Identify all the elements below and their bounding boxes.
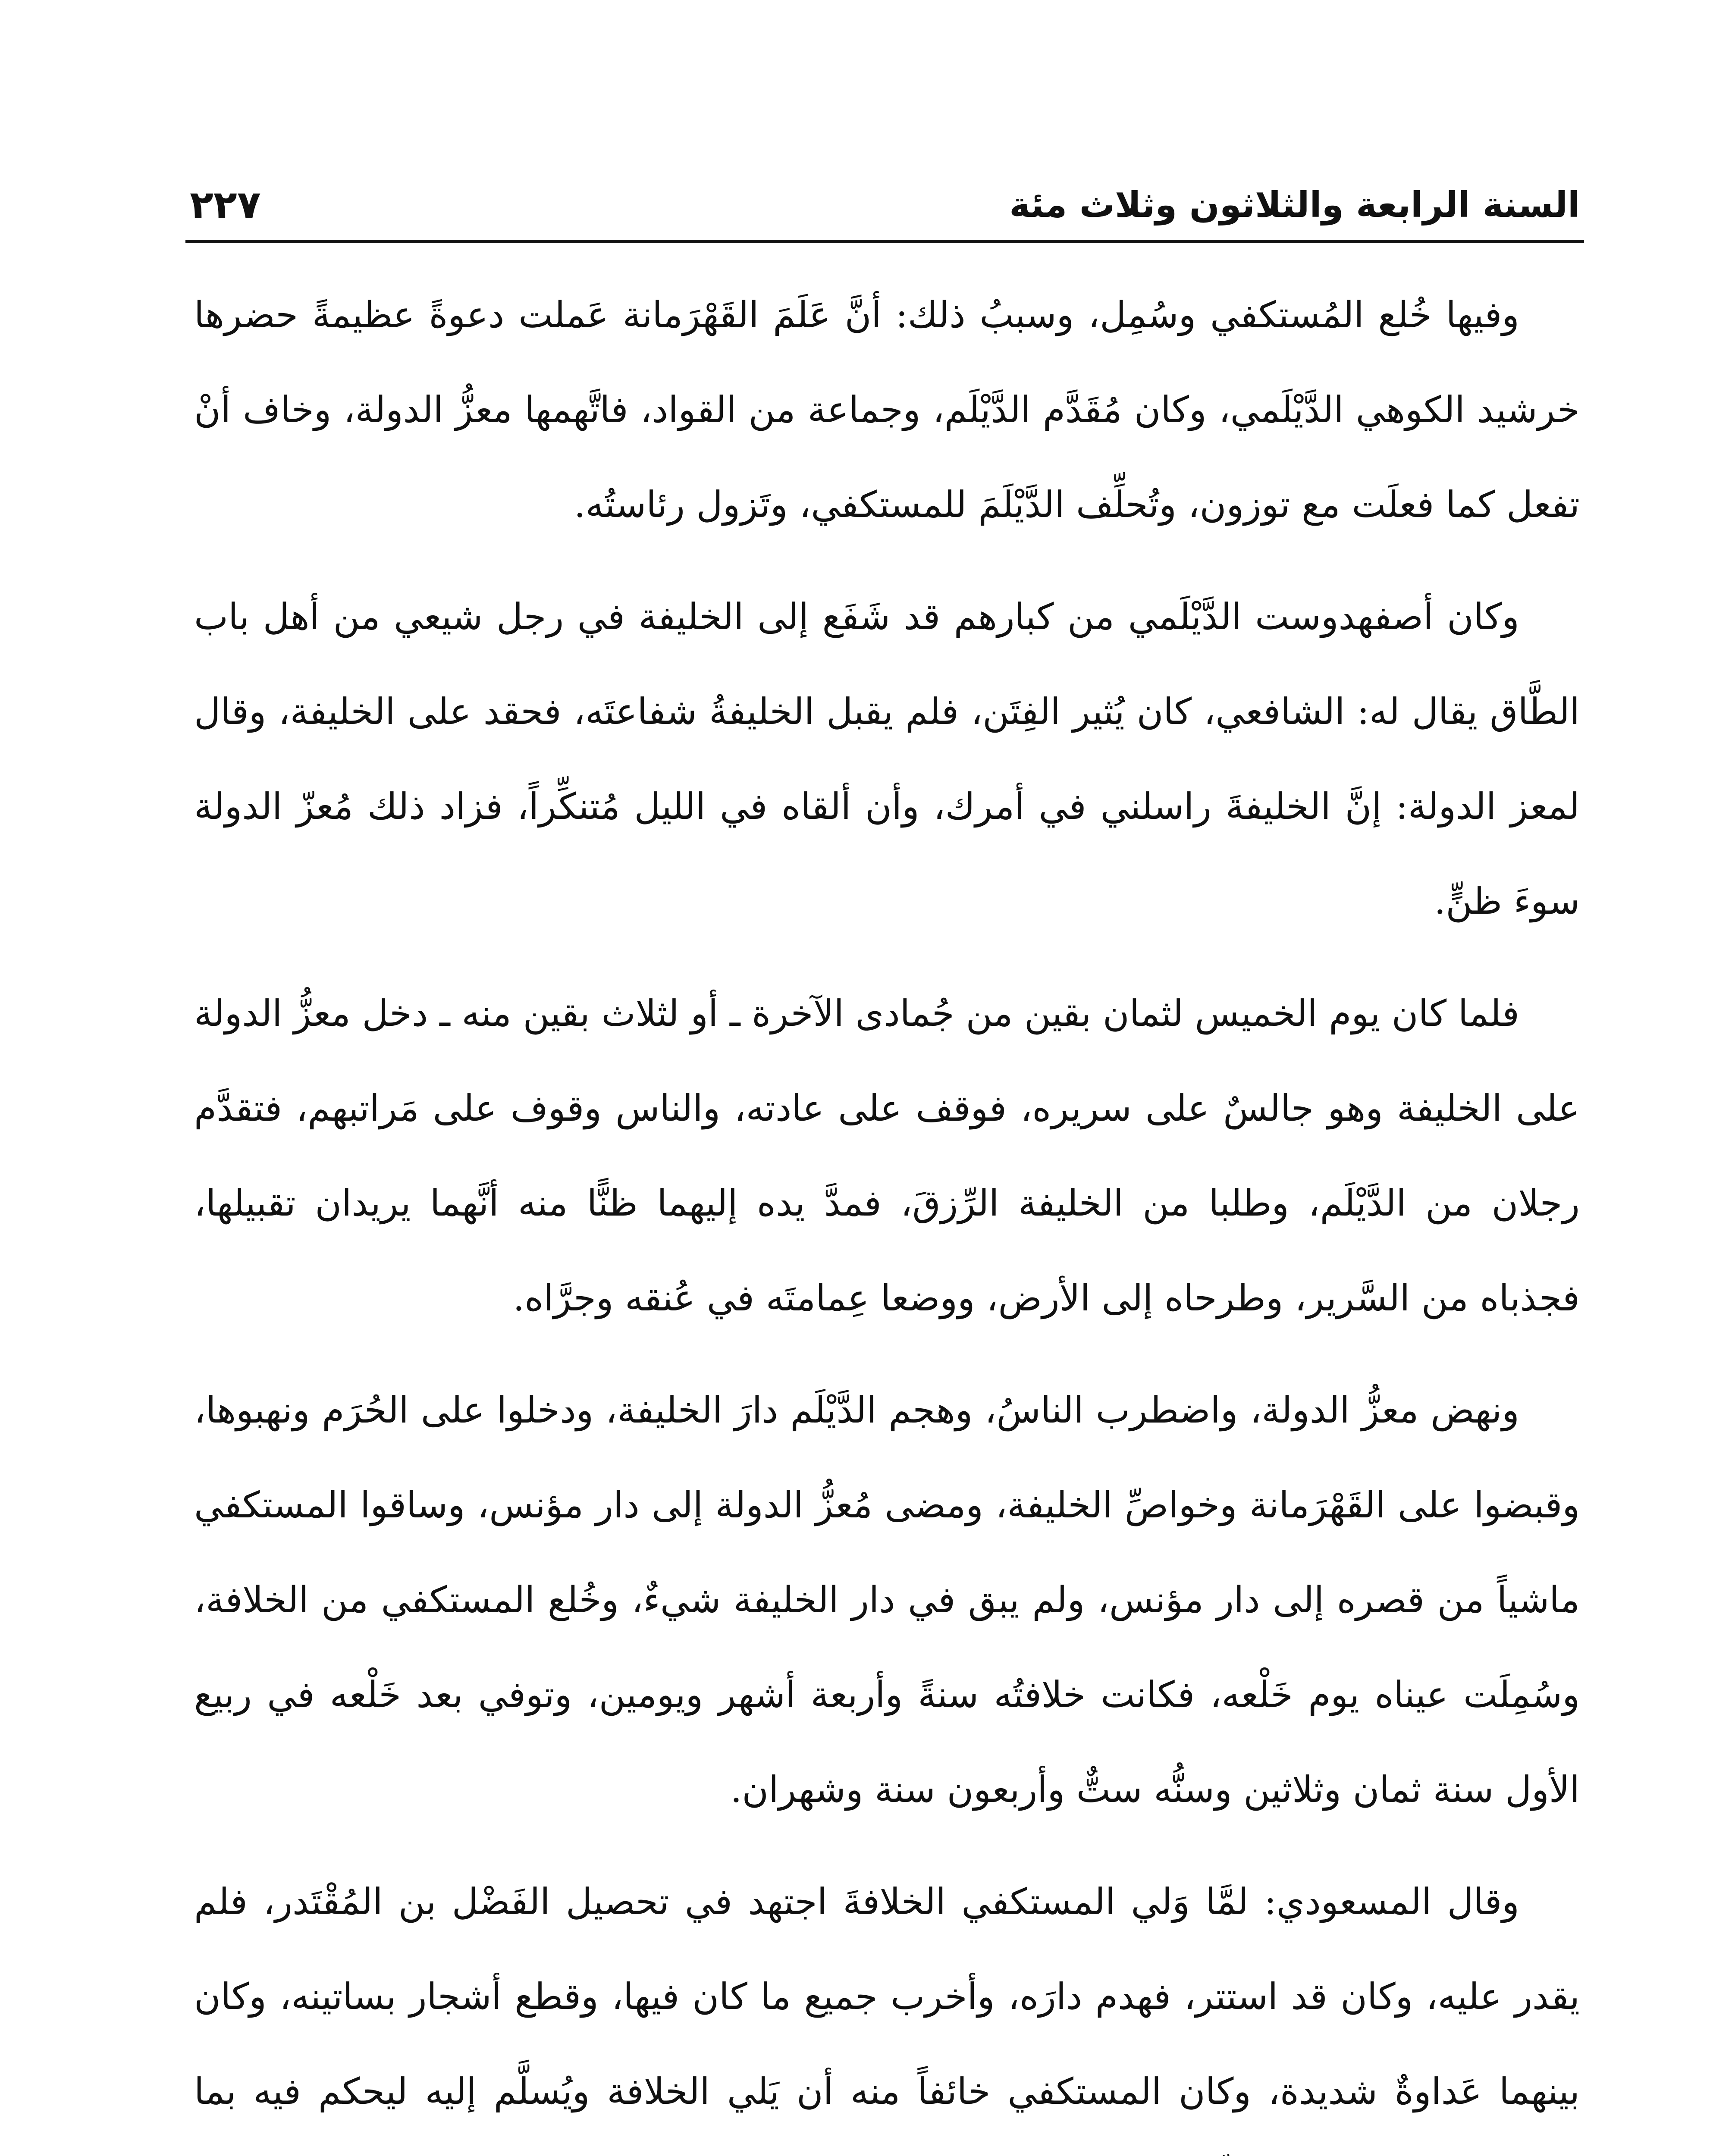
- paragraph: وكان أصفهدوست الدَّيْلَمي من كبارهم قد شَفَع إلى الخليفة في رجل شيعي من أهل باب الطَّاق يقال له: الشافعي، كان يُثير الفِتَن، فلم يقبل الخليفةُ شفاعتَه، فحقد على الخليفة، وقال لمعز الدولة: إنَّ الخليفةَ راسلني في أمرك، وأن ألقاه في الليل مُتنكِّراً، فزاد ذلك مُعزّ الدولة سوءَ ظنٍّ.: [194, 595, 1580, 922]
- main-text: [194, 267, 1580, 2156]
- paragraph: ونهض معزُّ الدولة، واضطرب الناسُ، وهجم الدَّيْلَم دارَ الخليفة، ودخلوا على الحُرَم ونهبوها، وقبضوا على القَهْرَمانة وخواصِّ الخليفة، ومضى مُعزُّ الدولة إلى دار مؤنس، وساقوا المستكفي ماشياً من قصره إلى دار مؤنس، ولم يبق في دار الخليفة شيءٌ، وخُلع المستكفي من الخلافة، وسُمِلَت عيناه يوم خَلْعه، فكانت خلافتُه سنةً وأربعة أشهر ويومين، وتوفي بعد خَلْعه في ربيع الأول سنة ثمان وثلاثين وسنُّه ستٌّ وأربعون سنة وشهران.: [194, 1389, 1580, 1811]
- page-header: [190, 172, 1580, 237]
- page-number: ٢٢٧: [190, 182, 261, 228]
- paragraph-text: وقال المسعودي: لمَّا وَلي المستكفي الخلافةَ اجتهد في تحصيل الفَضْل بن المُقْتَدر، فلم يقدر عليه، وكان قد استتر، فهدم دارَه، وأخرب جميع ما كان فيها، وقطع أشجار بساتينه، وكان بينهما عَداوةٌ شديدة، وكان المستكفي خائفاً منه أن يَلي الخلافة ويُسلَّم إليه ليحكم فيه بما: [194, 1880, 1580, 2112]
- header-rule: [185, 240, 1584, 243]
- paragraph: [194, 1854, 1580, 2156]
- paragraph: وفيها خُلع المُستكفي وسُمِل، وسببُ ذلك: أنَّ عَلَمَ القَهْرَمانة عَملت دعوةً عظيمةً حضرها خرشيد الكوهي الدَّيْلَمي، وكان مُقَدَّم الدَّيْلَم، وجماعة من القواد، فاتَّهمها معزُّ الدولة، وخاف أنْ تفعل كما فعلَت مع توزون، وتُحلِّف الدَّيْلَمَ للمستكفي، وتَزول رئاستُه.: [194, 294, 1580, 526]
- paragraph: فلما كان يوم الخميس لثمان بقين من جُمادى الآخرة ـ أو لثلاث بقين منه ـ دخل معزُّ الدولة على الخليفة وهو جالسٌ على سريره، فوقف على عادته، والناس وقوف على مَراتبهم، فتقدَّم رجلان من الدَّيْلَم، وطلبا من الخليفة الرِّزقَ، فمدَّ يده إليهما ظنًّا منه أنَّهما يريدان تقبيلها، فجذباه من السَّرير، وطرحاه إلى الأرض، ووضعا عِمامتَه في عُنقه وجرَّاه.: [194, 992, 1580, 1319]
- running-title: السنة الرابعة والثلاثون وثلاث مئة: [1009, 184, 1580, 226]
